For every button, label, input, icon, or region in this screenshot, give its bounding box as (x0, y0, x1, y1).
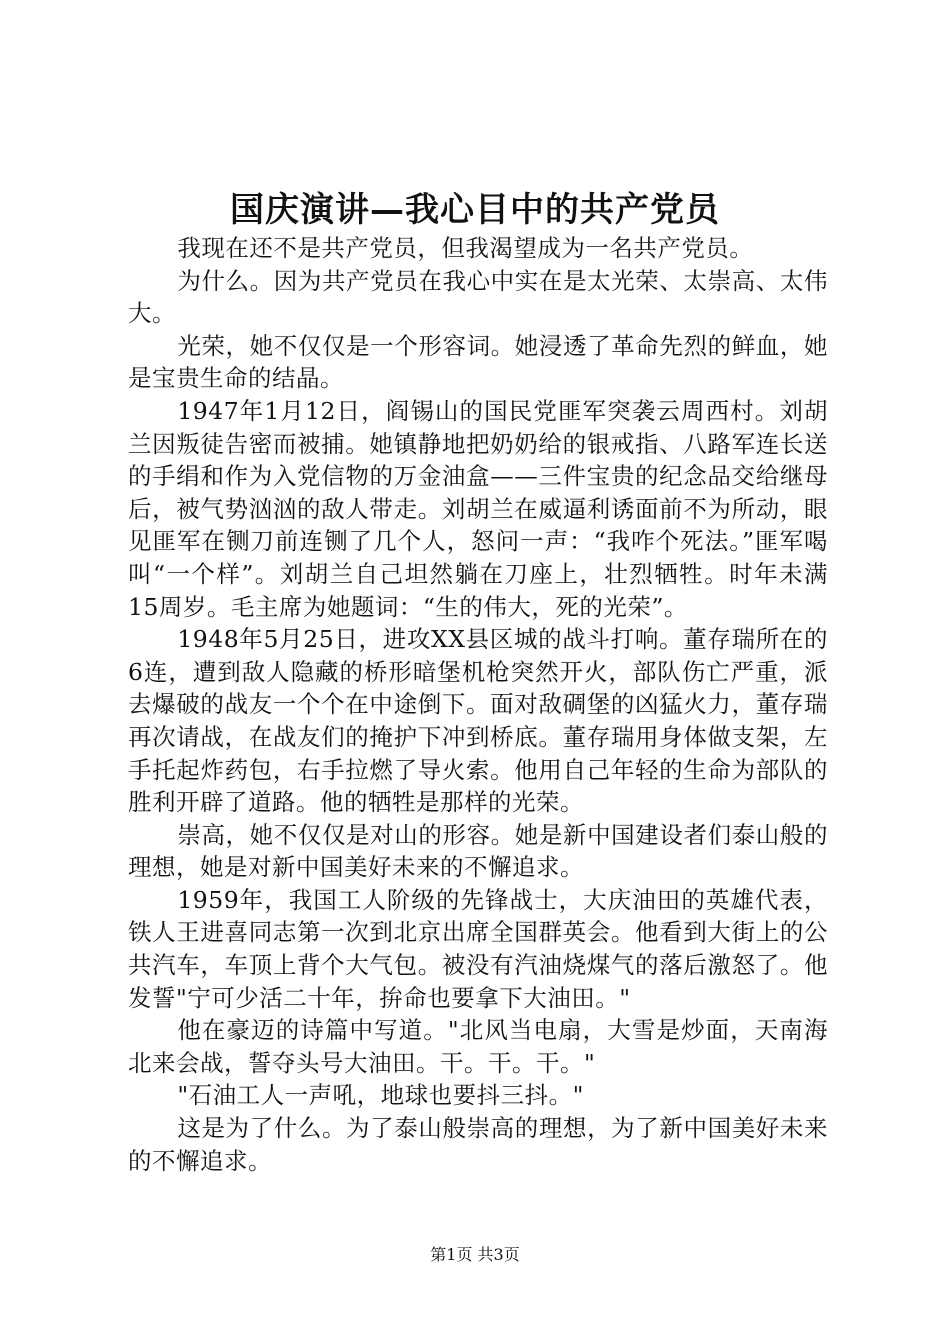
page-footer: 第1页 共3页 (430, 1245, 520, 1264)
paragraph: 1948年5月25日，进攻XX县区城的战斗打响。董存瑞所在的6连，遭到敌人隐藏的桥形暗堡机枪突然开火，部队伤亡严重，派去爆破的战友一个个在中途倒下。面对敌碉堡的凶猛火力，董存瑞再次请战，在战友们的掩护下冲到桥底。董存瑞用身体做支架，左手托起炸药包，右手拉燃了导火索。他用自己年轻的生命为部队的胜利开辟了道路。他的牺牲是那样的光荣。 (128, 625, 828, 817)
paragraph: "石油工人一声吼，地球也要抖三抖。" (177, 1081, 584, 1110)
paragraph: 1947年1月12日，阎锡山的国民党匪军突袭云周西村。刘胡兰因叛徒告密而被捕。她镇静地把奶奶给的银戒指、八路军连长送的手绢和作为入党信物的万金油盒——三件宝贵的纪念品交给继母后，被气势汹汹的敌人带走。刘胡兰在威逼利诱面前不为所动，眼见匪军在铡刀前连铡了几个人，怒问一声：“我咋个死法。”匪军喝叫“一个样”。刘胡兰自己坦然躺在刀座上，壮烈牺牲。时年未满15周岁。毛主席为她题词：“生的伟大，死的光荣”。 (128, 396, 828, 621)
document-body (128, 232, 828, 1177)
paragraph: 他在豪迈的诗篇中写道。"北风当电扇，大雪是炒面，天南海北来会战，誓夺头号大油田。干。干。干。" (128, 1016, 828, 1077)
paragraph: 1959年，我国工人阶级的先锋战士，大庆油田的英雄代表，铁人王进喜同志第一次到北京出席全国群英会。他看到大街上的公共汽车，车顶上背个大气包。被没有汽油烧煤气的落后激怒了。他发誓"宁可少活二十年，拚命也要拿下大油田。" (128, 885, 828, 1012)
paragraph: 光荣，她不仅仅是一个形容词。她浸透了革命先烈的鲜血，她是宝贵生命的结晶。 (128, 331, 828, 393)
document-title: 国庆演讲—我心目中的共产党员 (230, 190, 720, 230)
paragraph: 我现在还不是共产党员，但我渴望成为一名共产党员。 (177, 234, 754, 262)
paragraph: 崇高，她不仅仅是对山的形容。她是新中国建设者们泰山般的理想，她是对新中国美好未来的不懈追求。 (128, 820, 828, 882)
paragraph: 这是为了什么。为了泰山般崇高的理想，为了新中国美好未来的不懈追求。 (128, 1114, 828, 1175)
paragraph: 为什么。因为共产党员在我心中实在是太光荣、太崇高、太伟大。 (128, 266, 828, 328)
